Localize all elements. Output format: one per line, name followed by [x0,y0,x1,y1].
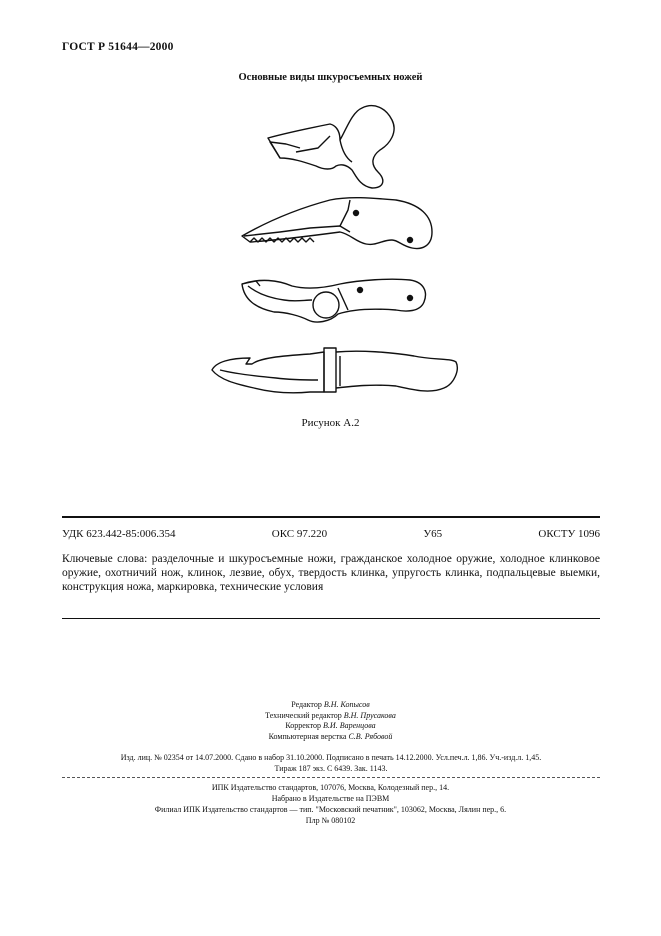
knife-illustrations [200,100,480,410]
credit-line: Технический редактор В.Н. Прусакова [265,710,396,720]
knife-4-drawing [212,348,457,393]
credit-line: Редактор В.Н. Копысов [291,700,370,709]
publication-line-1: Изд. лиц. № 02354 от 14.07.2000. Сдано в набор 31.10.2000. Подписано в печать 14.12.2000. Усл.печ.л. 1,86. Уч.-изд.л. 1,45. [120,753,542,762]
publication-info [62,753,600,774]
figure-title: Основные виды шкуросъемных ножей [238,72,423,83]
knife-1-drawing [268,106,394,188]
top-rule [62,516,600,518]
publisher-line-4: Плр № 080102 [305,816,356,825]
bottom-rule [62,618,600,619]
credit-line: Компьютерная верстка С.В. Рябовой [268,731,393,741]
publisher-line-1: ИПК Издательство стандартов, 107076, Москва, Колодезный пер., 14. [211,783,450,792]
publisher-info [0,782,661,826]
u-code: У65 [423,528,443,540]
knife-3-drawing [242,279,425,322]
classification-row [62,528,600,540]
publication-line-2: Тираж 187 экз. С 6439. Зак. 1143. [274,763,388,773]
knife-2-drawing [242,198,432,249]
document-header: ГОСТ Р 51644—2000 [62,41,174,53]
oks-code: ОКС 97.220 [271,528,328,540]
credit-line: Корректор В.И. Варенцова [285,721,376,730]
keywords-paragraph: Ключевые слова: разделочные и шкуросъемные ножи, гражданское холодное оружие, холодное клинковое оружие, охотничий нож, клинок, лезвие, обух, твердость клинка, упругость клинка, подпальцевые выемки, конструкция ножа, маркировка, технические условия [62,553,600,593]
dotted-divider [62,777,600,778]
publisher-line-3: Филиал ИПК Издательство стандартов — тип. "Московский печатник", 103062, Москва, Лялин пер., 6. [154,805,507,814]
udk-code: УДК 623.442-85:006.354 [62,528,176,540]
credits-block [0,700,661,742]
okstu-code: ОКСТУ 1096 [538,528,600,540]
publisher-line-2: Набрано в Издательстве на ПЭВМ [271,794,390,803]
figure-caption: Рисунок А.2 [301,417,360,429]
